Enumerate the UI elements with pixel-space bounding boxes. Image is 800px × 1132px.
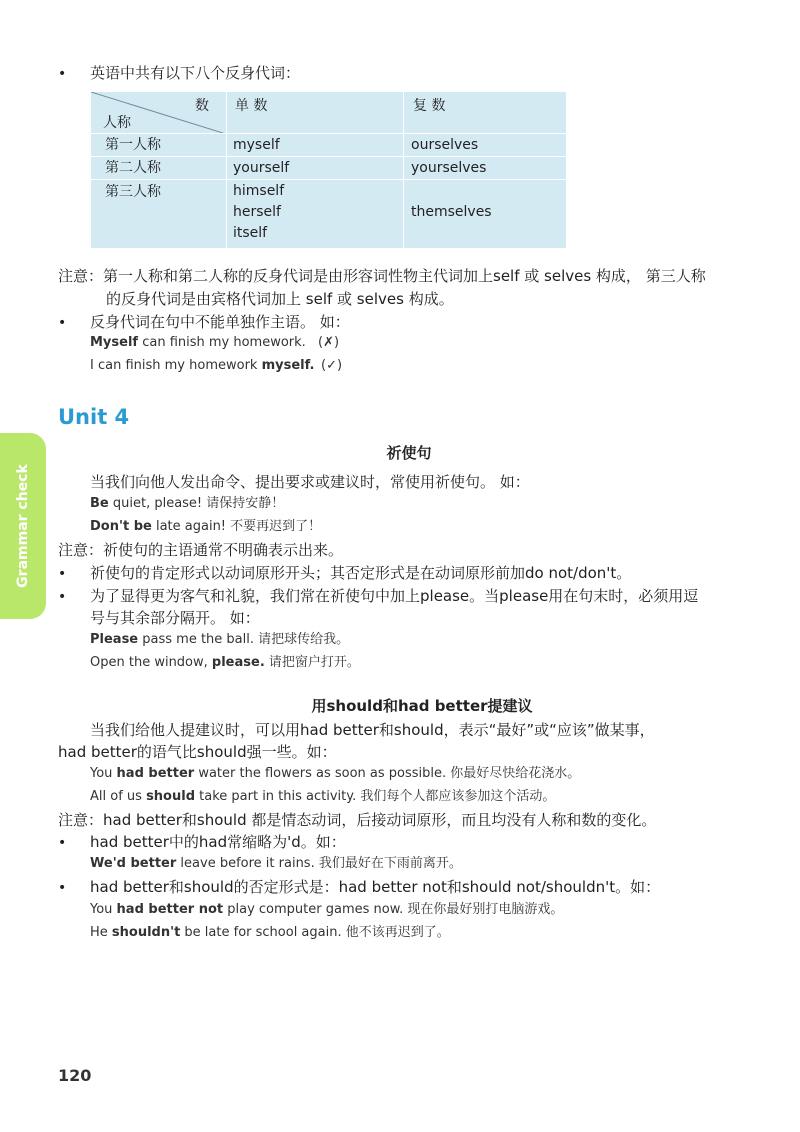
cross-mark: (✗) <box>318 335 340 350</box>
person-cell: 第一人称 <box>105 137 161 153</box>
plural-cell: ourselves <box>411 137 479 153</box>
example-sentence: You had better not play computer games now. 现在你最好别打电脑游戏。 <box>90 902 564 917</box>
check-mark: (✓) <box>321 358 343 373</box>
note-text: 的反身代词是由宾格代词加上 self 或 selves 构成。 <box>106 290 454 308</box>
bullet-icon: • <box>58 880 67 896</box>
bullet-icon: • <box>58 66 67 82</box>
example-sentence: Be quiet, please! 请保持安静！ <box>90 496 285 511</box>
plural-cell: yourselves <box>411 160 487 176</box>
paragraph-text: had better的语气比should强一些。如： <box>58 743 337 761</box>
rule-text: 为了显得更为客气和礼貌，我们常在祈使句中加上please。当please用在句末时，必须用逗 <box>90 587 699 605</box>
header-singular: 单 数 <box>235 98 268 114</box>
note-text: 注意：had better和should 都是情态动词，后接动词原形，而且均没有人称和数的变化。 <box>58 811 657 829</box>
example-sentence: You had better water the flowers as soon as possible. 你最好尽快给花浇水。 <box>90 766 581 781</box>
example-sentence: Don't be late again! 不要再迟到了！ <box>90 519 322 534</box>
table-divider <box>91 156 566 157</box>
singular-cell: herself <box>233 204 281 220</box>
header-person: 人称 <box>103 115 131 131</box>
person-cell: 第二人称 <box>105 160 161 176</box>
paragraph-text: 当我们给他人提建议时，可以用had better和should，表示“最好”或“应该”做某事， <box>90 721 655 739</box>
rule-text: 号与其余部分隔开。 如： <box>90 609 260 627</box>
rule-text: 反身代词在句中不能单独作主语。 如： <box>90 313 350 331</box>
singular-cell: myself <box>233 137 280 153</box>
header-plural: 复 数 <box>413 98 446 114</box>
example-sentence: I can finish my homework myself. <box>90 358 315 373</box>
example-sentence: Open the window, please. 请把窗户打开。 <box>90 655 360 670</box>
rule-text: had better中的had常缩略为'd。如： <box>90 833 346 851</box>
bullet-icon: • <box>58 566 67 582</box>
example-sentence: He shouldn't be late for school again. 他不该再迟到了。 <box>90 925 450 940</box>
singular-cell: yourself <box>233 160 290 176</box>
header-number: 数 <box>195 98 209 114</box>
bullet-icon: • <box>58 315 67 331</box>
pronoun-table <box>91 92 566 248</box>
note-text: 注意：祈使句的主语通常不明确表示出来。 <box>58 541 344 559</box>
example-sentence: Myself can finish my homework. <box>90 335 306 350</box>
example-sentence: Please pass me the ball. 请把球传给我。 <box>90 632 350 647</box>
side-tab-label: Grammar check <box>15 464 31 588</box>
rule-text: 祈使句的肯定形式以动词原形开头；其否定形式是在动词原形前加do not/don't。 <box>90 564 632 582</box>
bullet-icon: • <box>58 835 67 851</box>
bullet-icon: • <box>58 589 67 605</box>
table-divider <box>226 92 227 248</box>
table-divider <box>403 92 404 248</box>
paragraph-text: 当我们向他人发出命令、提出要求或建议时，常使用祈使句。 如： <box>90 473 530 491</box>
section-heading: 祈使句 <box>386 444 432 462</box>
table-divider <box>91 179 566 180</box>
plural-cell: themselves <box>411 204 492 220</box>
person-cell: 第三人称 <box>105 184 161 200</box>
intro-text: 英语中共有以下八个反身代词： <box>90 64 301 82</box>
section-heading: 用should和had better提建议 <box>311 697 533 715</box>
unit-title: Unit 4 <box>58 405 130 429</box>
singular-cell: itself <box>233 225 268 241</box>
singular-cell: himself <box>233 183 285 199</box>
example-sentence: We'd better leave before it rains. 我们最好在下雨前离开。 <box>90 856 462 871</box>
example-sentence: All of us should take part in this activity. 我们每个人都应该参加这个活动。 <box>90 789 556 804</box>
table-divider <box>91 133 566 134</box>
rule-text: had better和should的否定形式是：had better not和should not/shouldn't。如： <box>90 878 661 896</box>
page-number: 120 <box>58 1066 92 1085</box>
note-text: 注意：第一人称和第二人称的反身代词是由形容词性物主代词加上self 或 selves 构成， 第三人称 <box>58 267 706 285</box>
